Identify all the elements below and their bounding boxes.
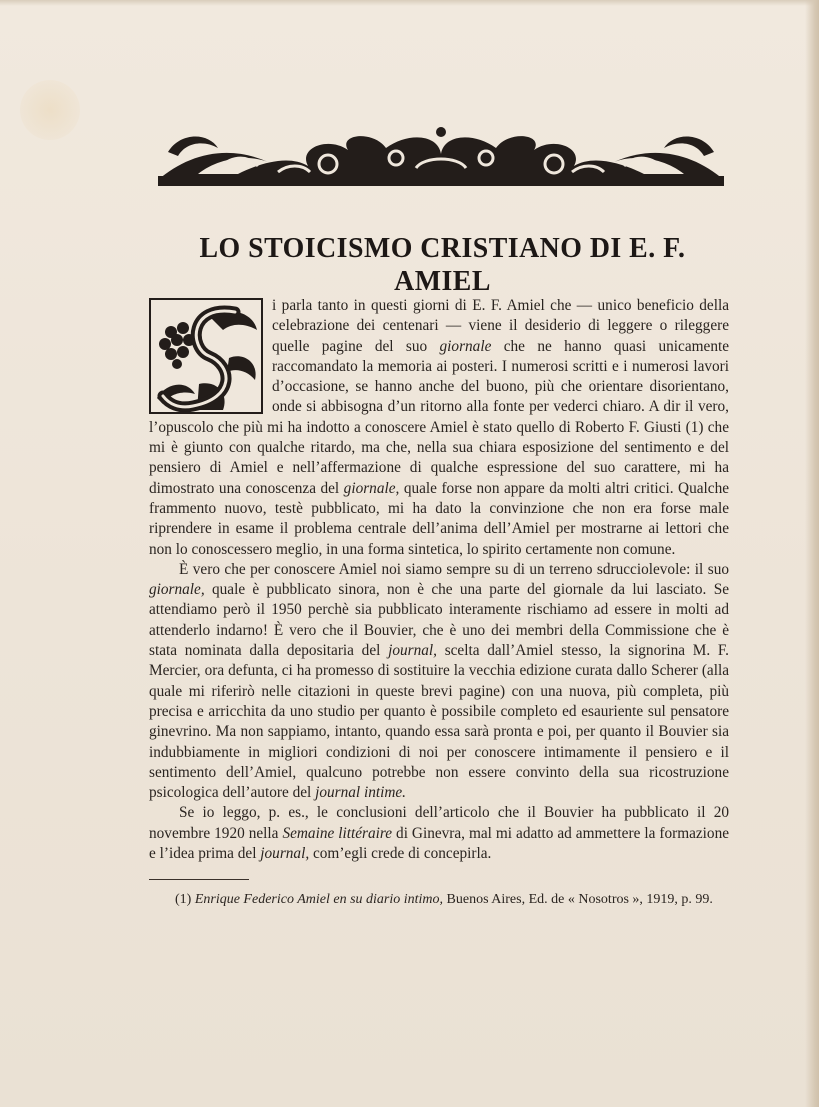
text-run: i parla tanto in questi giorni di E. F. Amiel che — unico beneficio della celebrazione dei centenari — viene il desiderio di leggere o rileggere quelle pagine del suo: [272, 297, 729, 355]
paragraph: [149, 560, 729, 804]
text-run: scelta dall’Amiel stesso, la signorina M. F. Mercier, ora defunta, ci ha promesso di sostituire la vecchia edizione curata dallo Scherer (alla quale mi riferirò nelle citazioni in queste brevi pagine) con una nuova, più completa, più precisa e arricchita da uno studio per quanto è possibile completo ed esauriente sul pensatore ginevrino. Ma non sappiamo, intanto, quando essa sarà pronta e poi, per quanto il Bouvier sia indubbiamente in migliori condizioni di noi per conoscere intimamente il pensiero e il sentimento dell’Amiel, qualcuno potrebbe non essere convinto della sua ricostruzione psicologica dell’autore del: [149, 642, 729, 802]
text-run: quale è pubblicato sinora, non è che una parte del giornale da lui lasciato. Se attendiamo però il 1950 perchè sia pubblicato interamente rischiamo ad essere in molti ad attenderlo indarno! È vero che il Bouvier, che è uno dei membri della Commissione che è stata nominata dalla depositaria del: [149, 581, 729, 660]
dropcap-s-vine-illustration: [149, 298, 263, 414]
page-top-edge: [0, 0, 819, 6]
text-run: Se io leggo, p. es., le conclusioni dell’articolo che il Bouvier ha pubblicato il 20 novembre 1920 nella: [149, 804, 729, 842]
italic-text-run: giornale,: [149, 581, 205, 599]
italic-text-run: giornale: [439, 337, 492, 355]
italic-text-run: giornale,: [343, 479, 400, 497]
italic-text-run: Enrique Federico Amiel en su diario intimo,: [194, 892, 444, 907]
text-run: che ne hanno quasi unicamente raccomandato la memoria ai posteri. I numerosi scritti e i numerosi lavori d’occasione, se hanno anche del buono, più che orientare disorientano, onde si abbisogna d’un ritorno alla fonte per vederci chiaro. A dir il vero, l’opuscolo che più mi ha indotto a conoscere Amiel è stato quello di Roberto F. Giusti (1) che mi è giunto con qualche ritardo, ma che, nella sua chiara esposizione del sentimento e del pensiero di Amiel e nell’affermazione di qualche espressione del suo carattere, mi ha dimostrato una conoscenza del: [149, 337, 730, 497]
footnote-divider: [149, 879, 249, 880]
italic-text-run: Semaine littéraire: [282, 824, 393, 842]
text-run: Buenos Aires, Ed. de « Nosotros », 1919, p. 99.: [443, 892, 713, 907]
ornamental-header-band: [158, 124, 724, 186]
footnote: [149, 890, 729, 909]
article-body: [149, 296, 729, 864]
text-run: (1): [175, 892, 195, 907]
paper-stain: [20, 80, 80, 140]
paragraph: [149, 803, 729, 864]
text-run: com’egli crede di concepirla.: [309, 845, 492, 863]
text-run: di Ginevra, mal mi adatto ad ammettere la formazione e l’idea prima del: [149, 824, 730, 863]
italic-text-run: journal intime.: [315, 784, 407, 802]
text-run: quale forse non appare da molti altri critici. Qualche frammento nuovo, testè pubblicato, mi ha dato la convinzione che non era forse male riprendere in esame il problema centrale dell’anima dell’Amiel per mostrarne ai lettori che non lo conoscessero meglio, in una forma sintetica, lo spirito certamente non comune.: [149, 479, 730, 558]
italic-text-run: journal,: [260, 845, 310, 863]
article-title: LO STOICISMO CRISTIANO DI E. F. AMIEL: [199, 232, 686, 297]
page-right-edge: [805, 0, 819, 1107]
italic-text-run: journal,: [388, 642, 437, 660]
text-run: È vero che per conoscere Amiel noi siamo sempre su di un terreno sdrucciolevole: il suo: [179, 560, 729, 578]
